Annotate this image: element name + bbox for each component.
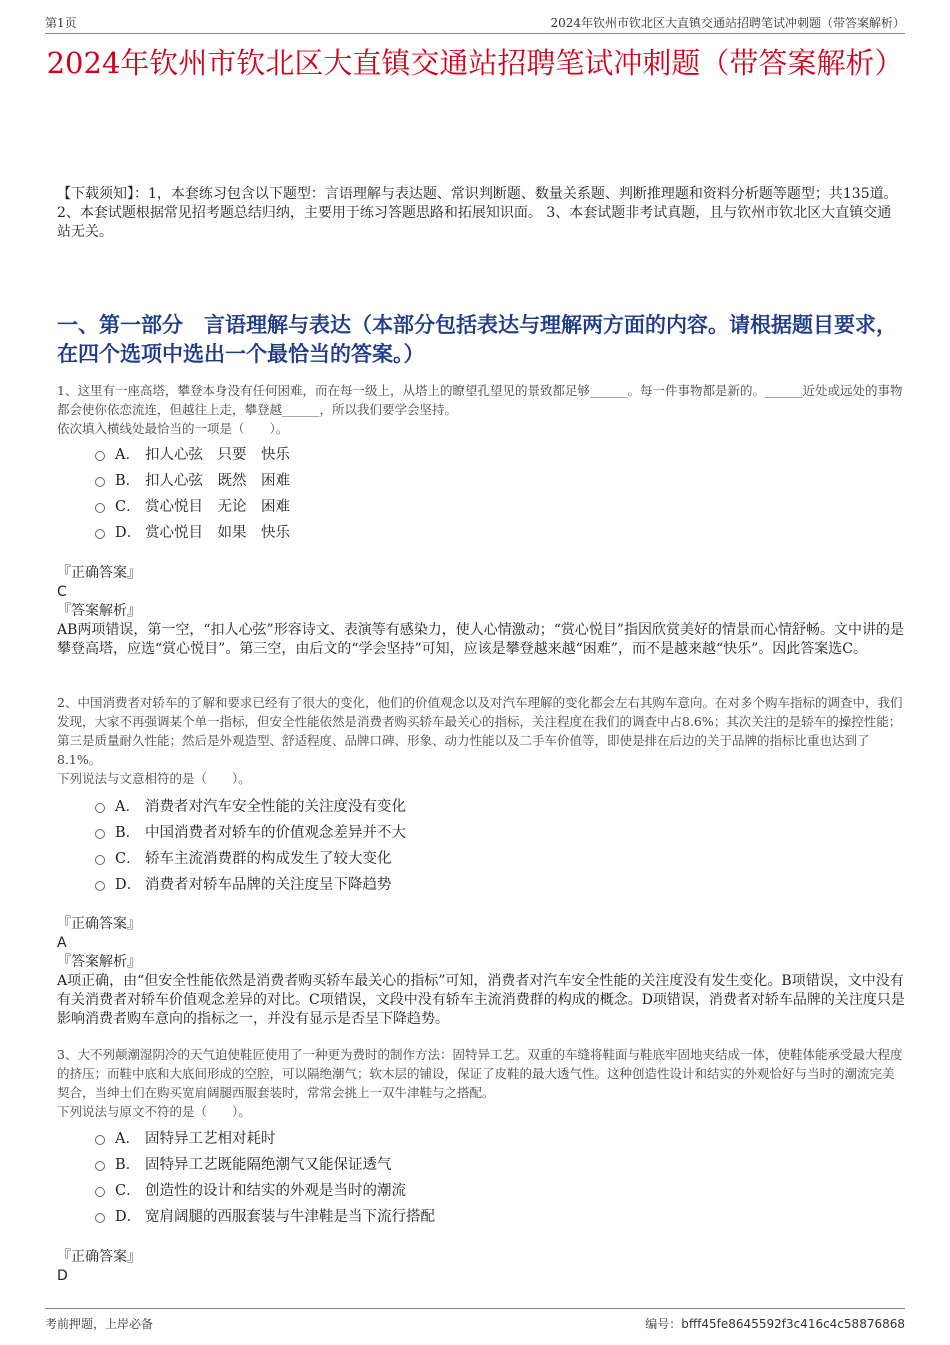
option-a[interactable]: A． 消费者对汽车安全性能的关注度没有变化 [95, 792, 406, 818]
radio-icon[interactable] [95, 503, 105, 513]
question-1 [57, 381, 905, 438]
code-label: 编号： [645, 1317, 682, 1331]
option-d[interactable]: D． 宽肩阔腿的西服套装与牛津鞋是当下流行搭配 [95, 1202, 435, 1228]
option-c[interactable]: C． 轿车主流消费群的构成发生了较大变化 [95, 844, 406, 870]
option-c[interactable]: C． 赏心悦目 无论 困难 [95, 492, 290, 518]
options-list [95, 1124, 435, 1228]
header-doc-title: 2024年钦州市钦北区大直镇交通站招聘笔试冲刺题（带答案解析） [550, 16, 905, 30]
page-footer [45, 1308, 905, 1332]
code-value: bfff45fe8645592f3c416c4c58876868 [681, 1317, 905, 1331]
page-number: 第1页 [45, 16, 77, 30]
question-instruction: 依次填入横线处最恰当的一项是（ ）。 [57, 421, 289, 436]
section-title: 一、第一部分 言语理解与表达（本部分包括表达与理解两方面的内容。请根据题目要求，在四个选项中选出一个最恰当的答案。） [57, 312, 897, 366]
download-notice: 【下载须知】：1，本套练习包含以下题型：言语理解与表达题、常识判断题、数量关系题、判断推理题和资料分析题等题型；共135道。 2、本套试题根据常见招考题总结归纳，主要用于练习答题思路和拓展知识面。 3、本套试题非考试真题，且与钦州市钦北区大直镇交通站无关。 [57, 186, 898, 240]
option-a[interactable]: A． 固特异工艺相对耗时 [95, 1124, 435, 1150]
options-list [95, 792, 406, 896]
question-2 [57, 693, 905, 788]
analysis-text: A项正确，由“但安全性能依然是消费者购买轿车最关心的指标”可知，消费者对汽车安全性能的关注度没有发生变化。B项错误，文中没有有关消费者对轿车价值观念差异的对比。C项错误，文段中没有轿车主流消费群的构成的概念。D项错误，消费者对轿车品牌的关注度只是影响消费者购车意向的指标之一，并没有显示是否呈下降趋势。 [57, 973, 905, 1027]
question-stem: 2、中国消费者对轿车的了解和要求已经有了很大的变化，他们的价值观念以及对汽车理解的变化都会左右其购车意向。在对多个购车指标的调查中，我们发现，大家不再强调某个单一指标，但安全性能依然是消费者购买轿车最关心的指标，关注程度在我们的调查中占8.6%；其次关注的是轿车的操控性能；第三是质量耐久性能；然后是外观造型、舒适程度、品牌口碑、形象、动力性能以及二手车价值等，即使是排在后边的关于品牌的指标比重也达到了8.1%。 [57, 695, 903, 767]
radio-icon[interactable] [95, 829, 105, 839]
answer-value: A [57, 935, 67, 951]
answer-block [57, 564, 905, 659]
options-list [95, 440, 290, 544]
radio-icon[interactable] [95, 803, 105, 813]
option-a[interactable]: A． 扣人心弦 只要 快乐 [95, 440, 290, 466]
radio-icon[interactable] [95, 1187, 105, 1197]
option-b[interactable]: B． 中国消费者对轿车的价值观念差异并不大 [95, 818, 406, 844]
question-stem: 1、这里有一座高塔，攀登本身没有任何困难，而在每一级上，从塔上的瞭望孔望见的景致都足够______。每一件事物都是新的。______近处或远处的事物都会使你依恋流连，但越往上走，攀登越______，所以我们要学会坚持。 [57, 383, 903, 417]
answer-label: 『正确答案』 [57, 916, 141, 932]
option-d[interactable]: D． 消费者对轿车品牌的关注度呈下降趋势 [95, 870, 406, 896]
question-stem: 3、大不列颠潮湿阴冷的天气迫使鞋匠使用了一种更为费时的制作方法：固特异工艺。双重的车缝将鞋面与鞋底牢固地夹结成一体，使鞋体能承受最大程度的挤压；而鞋中底和大底间形成的空腔，可以隔绝潮气；软木层的铺设，保证了皮鞋的最大透气性。这种创造性设计和结实的外观恰好与当时的潮流完美契合，当绅士们在购买宽肩阔腿西服套装时，常常会挑上一双牛津鞋与之搭配。 [57, 1047, 903, 1100]
radio-icon[interactable] [95, 477, 105, 487]
document-title: 2024年钦州市钦北区大直镇交通站招聘笔试冲刺题（带答案解析） [46, 46, 904, 80]
answer-block [57, 1248, 905, 1286]
option-b[interactable]: B． 固特异工艺既能隔绝潮气又能保证透气 [95, 1150, 435, 1176]
option-c[interactable]: C． 创造性的设计和结实的外观是当时的潮流 [95, 1176, 435, 1202]
radio-icon[interactable] [95, 881, 105, 891]
analysis-text: AB两项错误，第一空，“扣人心弦”形容诗文、表演等有感染力，使人心情激动；“赏心悦目”指因欣赏美好的情景而心情舒畅。文中讲的是攀登高塔，应选“赏心悦目”。第三空，由后文的“学会坚持”可知，应该是攀登越来越“困难”，而不是越来越“快乐”。因此答案选C。 [57, 622, 905, 657]
answer-block [57, 915, 905, 1029]
radio-icon[interactable] [95, 529, 105, 539]
question-3 [57, 1045, 905, 1121]
radio-icon[interactable] [95, 855, 105, 865]
document-code [645, 1315, 905, 1332]
option-b[interactable]: B． 扣人心弦 既然 困难 [95, 466, 290, 492]
radio-icon[interactable] [95, 1135, 105, 1145]
radio-icon[interactable] [95, 1161, 105, 1171]
question-instruction: 下列说法与原文不符的是（ ）。 [57, 1104, 251, 1119]
answer-value: D [57, 1268, 68, 1284]
radio-icon[interactable] [95, 1213, 105, 1223]
footer-slogan: 考前押题，上岸必备 [45, 1317, 154, 1331]
option-d[interactable]: D． 赏心悦目 如果 快乐 [95, 518, 290, 544]
answer-label: 『正确答案』 [57, 1249, 141, 1265]
radio-icon[interactable] [95, 451, 105, 461]
answer-value: C [57, 584, 67, 600]
analysis-label: 『答案解析』 [57, 603, 141, 619]
answer-label: 『正确答案』 [57, 565, 141, 581]
analysis-label: 『答案解析』 [57, 954, 141, 970]
question-instruction: 下列说法与文意相符的是（ ）。 [57, 771, 251, 786]
page-header [45, 14, 905, 34]
